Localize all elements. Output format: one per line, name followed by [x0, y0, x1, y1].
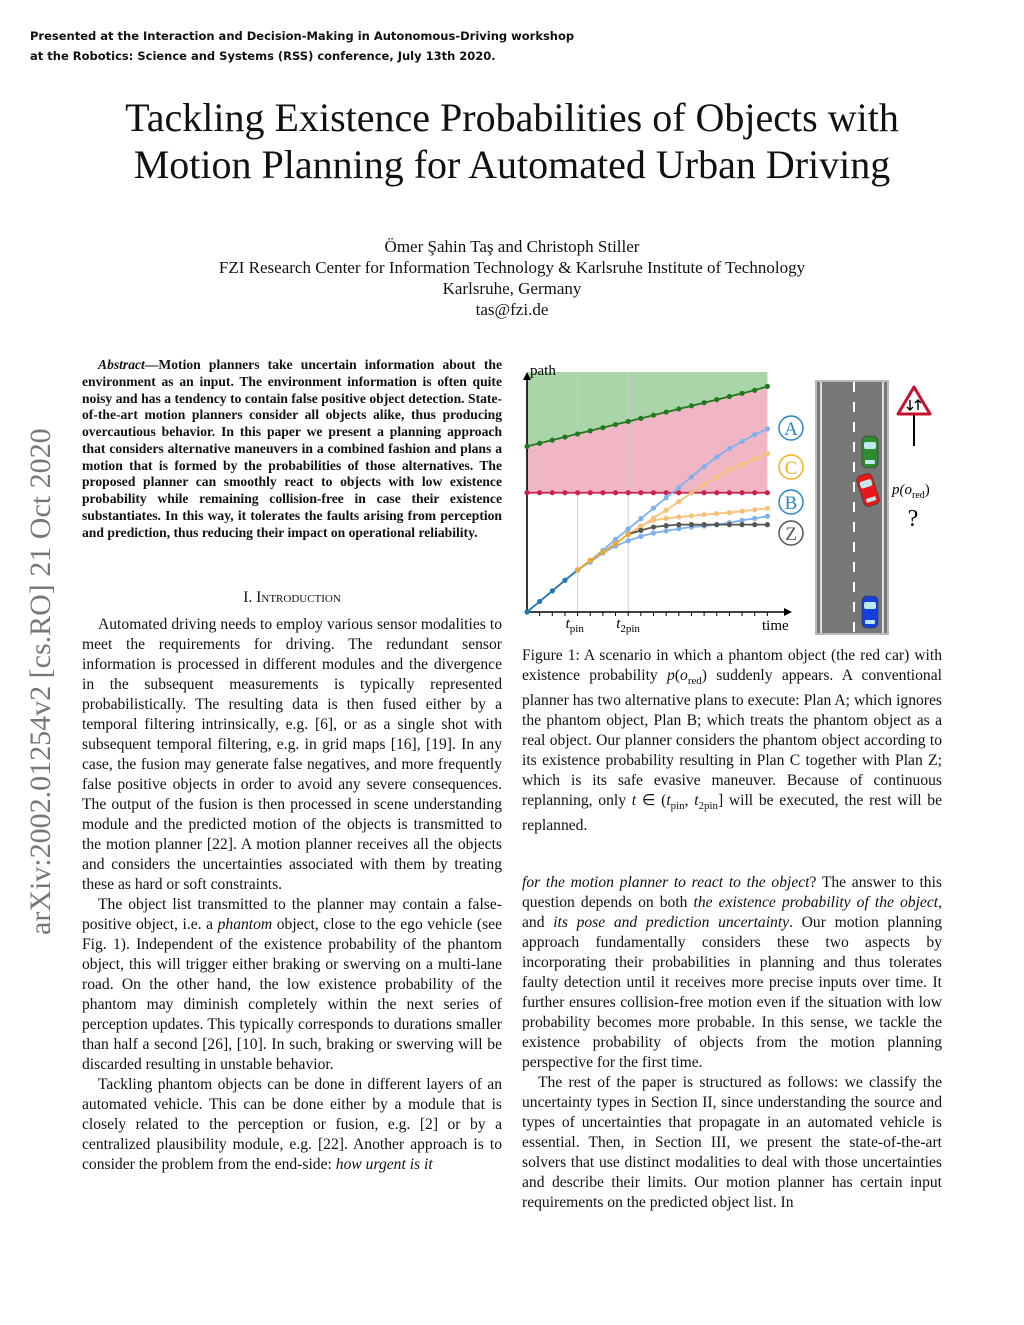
question-mark: ?	[907, 506, 919, 532]
italic-text: for the motion planner to react to the object	[522, 874, 810, 891]
data-point-upper-bound	[739, 391, 744, 396]
text-run: (	[674, 667, 681, 684]
data-point-A	[664, 495, 669, 500]
paragraph	[82, 615, 502, 895]
text-run: ) suddenly appears. A conventional planner has two alternative plans to execute: Plan A; which ignores the phantom object, Plan B; which treats the phantom object as a real object. Our planner considers the phantom object according to its existence probability resulting in Plan C together with Plan Z; which is its safe evasive maneuver. Because of continuous replanning, only	[522, 667, 942, 810]
data-point-upper-bound	[689, 403, 694, 408]
data-point-B	[626, 538, 631, 543]
data-point-C	[702, 482, 707, 487]
text-run: The rest of the paper is structured as follows: we classify the uncertainty types in Section II, since understanding the source and types of uncertainties that propagate in an automated vehicle is essential. Then, in Section III, we present the state-of-the-art solvers that use distinct modalities to deal with those uncertainties and describe their limits. Our motion planner has certain input requirements on the predicted object list. In	[522, 1074, 942, 1211]
tick-label-t_pin	[566, 616, 585, 635]
data-point-upper-bound	[524, 444, 529, 449]
data-point-upper-bound	[613, 422, 618, 427]
data-point-upper-bound	[626, 419, 631, 424]
text-run: ,	[684, 792, 695, 810]
car-windshield	[864, 602, 876, 609]
italic-text: phantom	[217, 916, 273, 933]
data-point-A	[651, 505, 656, 510]
data-point-red-car	[537, 490, 542, 495]
data-point-C	[752, 456, 757, 461]
data-point-executed-C	[600, 550, 605, 555]
blue-car-icon	[862, 596, 878, 628]
title-line: Motion Planning for Automated Urban Driving	[133, 142, 891, 187]
data-point-red-car	[588, 490, 593, 495]
data-point-A	[689, 474, 694, 479]
figure-caption	[522, 646, 942, 836]
y-axis-label: path	[530, 363, 556, 379]
paragraph	[522, 873, 942, 1073]
italic-text: p	[667, 667, 675, 684]
plan-label-B: B	[784, 493, 798, 514]
data-point-upper-bound	[638, 416, 643, 421]
text-run: . Our motion planning approach fundamentally considers these two aspects by incorporating their probabilities in planning and thus tolerates faulty detection until it receives more precise inputs over time. It further ensures collision-free motion even if the situation with low probability becomes more probable. In this sense, we tackle the existence probability of objects from the motion planning perspective for the first time.	[522, 914, 942, 1071]
data-point-Z	[752, 522, 757, 527]
x-axis-label: time	[762, 618, 789, 634]
data-point-upper-bound	[588, 428, 593, 433]
data-point-A	[638, 516, 643, 521]
data-point-upper-bound	[651, 413, 656, 418]
data-point-red-car	[626, 490, 631, 495]
data-point-executed-C	[613, 541, 618, 546]
text-run: ∈ (	[636, 792, 667, 810]
data-point-Z	[676, 522, 681, 527]
data-point-A	[727, 446, 732, 451]
data-point-red-car	[638, 490, 643, 495]
data-point-Z	[765, 522, 770, 527]
data-point-executed	[550, 588, 555, 593]
x-axis-arrow	[784, 608, 792, 616]
data-point-B	[664, 528, 669, 533]
arxiv-identifier: arXiv:2002.01254v2 [cs.RO] 21 Oct 2020	[24, 428, 57, 935]
author-names: Ömer Şahin Taş and Christoph Stiller	[384, 237, 640, 256]
data-point-C-alt	[714, 511, 719, 516]
data-point-red-car	[575, 490, 580, 495]
tick-label-base: t	[616, 616, 621, 632]
tick-label-base: t	[565, 616, 570, 632]
data-point-C	[765, 451, 770, 456]
data-point-upper-bound	[765, 384, 770, 389]
text-run: ] will be executed, the rest will be replanned.	[522, 792, 943, 835]
data-point-A	[714, 454, 719, 459]
data-point-A	[739, 439, 744, 444]
data-point-executed	[524, 609, 529, 614]
data-point-Z	[727, 522, 732, 527]
left-column	[82, 615, 502, 1175]
italic-text: its pose and prediction uncertainty	[553, 914, 790, 931]
paragraph	[82, 1075, 502, 1175]
data-point-upper-bound	[537, 441, 542, 446]
data-point-C-alt	[651, 518, 656, 523]
data-point-Z	[689, 522, 694, 527]
plan-label-A: A	[784, 419, 798, 440]
venue-line: at the Robotics: Science and Systems (RSS) conference, July 13th 2020.	[30, 49, 496, 63]
data-point-C-alt	[689, 513, 694, 518]
subscript-text: 2pin	[698, 800, 718, 813]
data-point-red-car	[702, 490, 707, 495]
tick-label-sub: 2pin	[620, 623, 640, 635]
data-point-executed-C	[588, 558, 593, 563]
data-point-Z	[638, 528, 643, 533]
data-point-upper-bound	[676, 406, 681, 411]
road	[816, 381, 888, 634]
text-run: Tackling phantom objects can be done in different layers of an automated vehicle. This can be done either by a module that is closely related to the perception or fusion, e.g. [2] or by a centralized plausibility module, e.g. [22]. Another approach is to consider the problem from the end-side:	[82, 1076, 502, 1173]
right-column	[522, 873, 942, 1213]
data-point-B	[651, 530, 656, 535]
email: tas@fzi.de	[475, 300, 549, 319]
data-point-red-car	[739, 490, 744, 495]
data-point-executed-C	[626, 532, 631, 537]
data-point-red-car	[752, 490, 757, 495]
tick-label-t_2pin	[616, 616, 640, 635]
abstract	[82, 357, 502, 541]
prob-sub: red	[912, 490, 925, 501]
author-block	[0, 236, 1024, 320]
data-point-red-car	[613, 490, 618, 495]
car-rear-window	[865, 460, 875, 464]
data-point-Z	[739, 522, 744, 527]
data-point-upper-bound	[752, 388, 757, 393]
venue-line: Presented at the Interaction and Decision-Making in Autonomous-Driving workshop	[30, 29, 575, 43]
figure-1	[520, 360, 940, 645]
data-point-executed-C	[575, 567, 580, 572]
data-point-upper-bound	[562, 434, 567, 439]
italic-text: o	[680, 667, 688, 684]
data-point-A	[676, 485, 681, 490]
data-point-Z	[651, 524, 656, 529]
text-run: object, close to the ego vehicle (see Fig. 1). Independent of the existence probability of the phantom object, this will trigger either braking or swerving on a multi-lane road. On the other hand, the low existence probability of the phantom may diminish completely within the next series of perception updates. This typically corresponds to durations smaller than half a second [26], [10]. In such, braking or swerving will be discarded resulting in unstable behavior.	[82, 916, 502, 1073]
data-point-B	[765, 514, 770, 519]
data-point-C	[727, 467, 732, 472]
data-point-C	[739, 462, 744, 467]
data-point-red-car	[562, 490, 567, 495]
data-point-C-alt	[727, 510, 732, 515]
car-windshield	[864, 442, 876, 449]
data-point-B	[752, 516, 757, 521]
data-point-A	[702, 464, 707, 469]
prob-base: p(o	[892, 482, 912, 498]
data-point-executed	[537, 599, 542, 604]
data-point-red-car	[550, 490, 555, 495]
subscript-text: pin	[670, 800, 685, 813]
title-line: Tackling Existence Probabilities of Objects with	[125, 95, 899, 140]
data-point-red-car	[765, 490, 770, 495]
location: Karlsruhe, Germany	[442, 279, 582, 298]
data-point-red-car	[714, 490, 719, 495]
prob-end: )	[924, 482, 930, 498]
tick-label-sub: pin	[569, 623, 584, 635]
italic-text: t	[694, 792, 699, 810]
text-run: ? The answer to this question depends on both	[522, 874, 942, 911]
data-point-A	[765, 426, 770, 431]
data-point-C-alt	[739, 509, 744, 514]
data-point-upper-bound	[714, 397, 719, 402]
data-point-Z	[702, 522, 707, 527]
data-point-C-alt	[702, 512, 707, 517]
text-run: Figure 1: A scenario in which a phantom object (the red car) with existence probability	[522, 647, 942, 684]
data-point-upper-bound	[727, 394, 732, 399]
data-point-A	[752, 432, 757, 437]
venue-note	[30, 26, 574, 66]
green-car-icon	[862, 436, 878, 468]
data-point-red-car	[651, 490, 656, 495]
data-point-red-car	[600, 490, 605, 495]
data-point-red-car	[727, 490, 732, 495]
data-point-A	[626, 526, 631, 531]
car-rear-window	[865, 620, 875, 624]
data-point-C	[689, 490, 694, 495]
italic-text: Abstract	[98, 357, 145, 372]
plan-label-Z: Z	[785, 524, 797, 545]
paragraph	[82, 895, 502, 1075]
data-point-C-alt	[676, 514, 681, 519]
data-point-C	[714, 474, 719, 479]
text-run: Automated driving needs to employ various sensor modalities to meet the requirements for driving. The redundant sensor information is processed in different modules and the divergence in the subsequent measurements is typically represented probabilistically. The resulting data is then fused either by a temporal filtering intrinsically, e.g. [6], or as a single shot with subsequent temporal filtering, e.g. in grid maps [16], [19]. In any case, the fusion may generate false negatives, and more frequently false positive objects in order to avoid any severe consequences. The output of the fusion is then processed in scene understanding module and the predicted motion of the objects is transmitted to the motion planner [22]. A motion planner receives all the objects and considers the uncertainties associated with them by treating these as hard or soft constraints.	[82, 616, 502, 893]
section-heading: I. Introduction	[243, 589, 341, 606]
existence-probability-label	[891, 482, 930, 501]
data-point-C	[664, 508, 669, 513]
italic-text: t	[631, 792, 637, 810]
data-point-red-car	[524, 490, 529, 495]
italic-text: how urgent is it	[335, 1156, 433, 1173]
data-point-upper-bound	[664, 409, 669, 414]
plan-label-C: C	[784, 458, 798, 479]
two-way-traffic-sign-icon	[898, 387, 930, 414]
data-point-executed	[562, 578, 567, 583]
data-point-Z	[714, 522, 719, 527]
data-point-C	[676, 499, 681, 504]
data-point-red-car	[664, 490, 669, 495]
italic-text: t	[666, 792, 671, 810]
data-point-C-alt	[752, 507, 757, 512]
text-run: The object list transmitted to the planner may contain a false-positive object, i.e. a	[82, 896, 502, 933]
italic-text: the existence probability of the object	[693, 894, 939, 911]
data-point-C-alt	[664, 516, 669, 521]
paragraph	[522, 1073, 942, 1213]
data-point-C-alt	[765, 506, 770, 511]
data-point-Z	[664, 523, 669, 528]
data-point-upper-bound	[550, 438, 555, 443]
data-point-upper-bound	[702, 400, 707, 405]
data-point-upper-bound	[600, 425, 605, 430]
text-run: , and	[522, 894, 942, 931]
subscript-text: red	[687, 675, 702, 688]
data-point-upper-bound	[575, 431, 580, 436]
text-run: —Motion planners take uncertain information about the environment as an input. The environment information is often quite noisy and has a tendency to contain false positive object detection. State-of-the-art motion planners consider all objects alike, thus producing overcautious behavior. In this paper we present a planning approach that considers alternative maneuvers in a combined fashion and plans a motion that is formed by the probabilities of those alternatives. The proposed planner can smoothly react to objects with low existence probability while remaining collision-free in case their existence substantiates. In this way, it tolerates the faults arising from perception and prediction, thus reducing their impact on operational reliability.	[82, 357, 502, 540]
paper-title	[0, 94, 1024, 188]
affiliation: FZI Research Center for Information Technology & Karlsruhe Institute of Technology	[218, 258, 806, 277]
data-point-red-car	[676, 490, 681, 495]
data-point-B	[638, 534, 643, 539]
